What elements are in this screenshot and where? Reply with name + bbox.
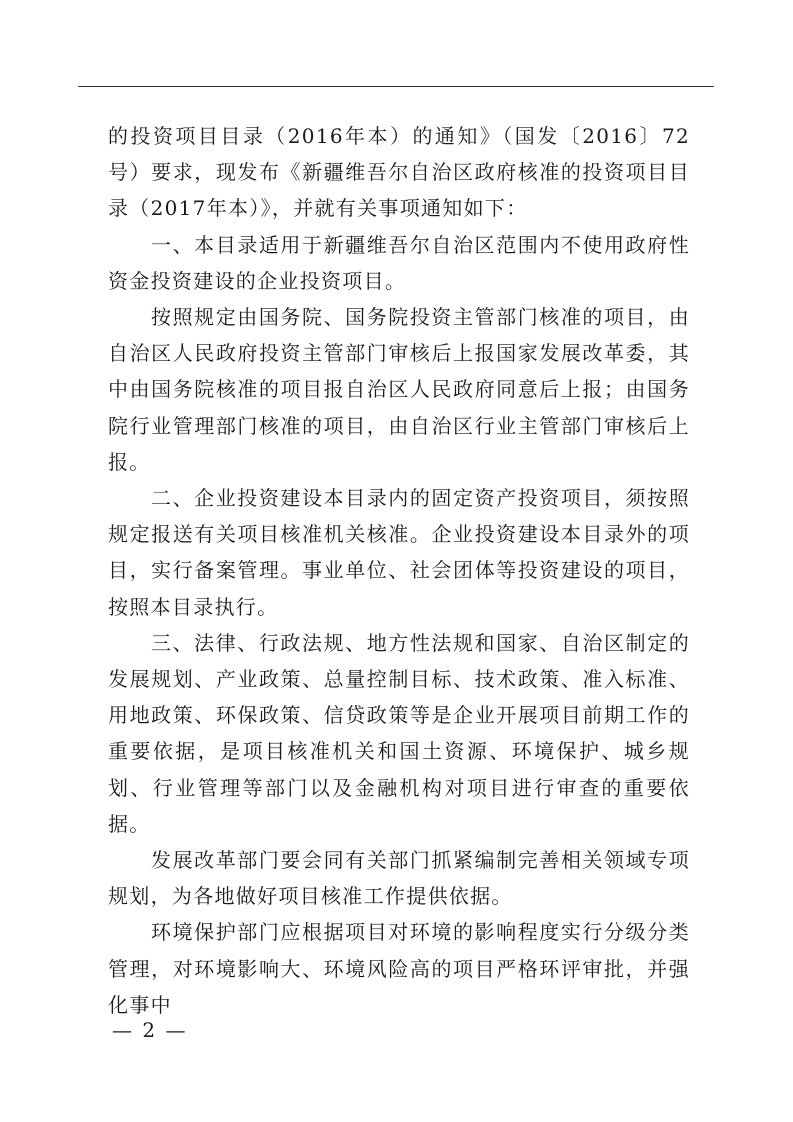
document-body [108,118,690,1023]
header-rule [78,86,714,87]
paragraph-planning: 发展改革部门要会同有关部门抓紧编制完善相关领域专项规划，为各地做好项目核准工作提供依据。 [108,848,690,909]
paragraph-item-3: 三、法律、行政法规、地方性法规和国家、自治区制定的发展规划、产业政策、总量控制目标、技术政策、准入标准、用地政策、环保政策、信贷政策等是企业开展项目前期工作的重要依据，是项目核准机关和国土资源、环境保护、城乡规划、行业管理等部门以及金融机构对项目进行审查的重要依据。 [108,630,690,836]
paragraph-environment: 环境保护部门应根据项目对环境的影响程度实行分级分类管理，对环境影响大、环境风险高的项目严格环评审批，并强化事中 [108,920,690,1017]
paragraph-item-2: 二、企业投资建设本目录内的固定资产投资项目，须按照规定报送有关项目核准机关核准。企业投资建设本目录外的项目，实行备案管理。事业单位、社会团体等投资建设的项目，按照本目录执行。 [108,486,690,619]
page-number: — 2 — [112,1018,188,1042]
paragraph-item-1: 一、本目录适用于新疆维吾尔自治区范围内不使用政府性资金投资建设的企业投资项目。 [108,232,690,293]
paragraph-continuation: 的投资项目目录（2016年本）的通知》（国发〔2016〕72号）要求，现发布《新疆维吾尔自治区政府核准的投资项目目录（2017年本）》，并就有关事项通知如下： [108,124,690,221]
paragraph-approval-reporting: 按照规定由国务院、国务院投资主管部门核准的项目，由自治区人民政府投资主管部门审核后上报国家发展改革委，其中由国务院核准的项目报自治区人民政府同意后上报；由国务院行业管理部门核准的项目，由自治区行业主管部门审核后上报。 [108,305,690,474]
